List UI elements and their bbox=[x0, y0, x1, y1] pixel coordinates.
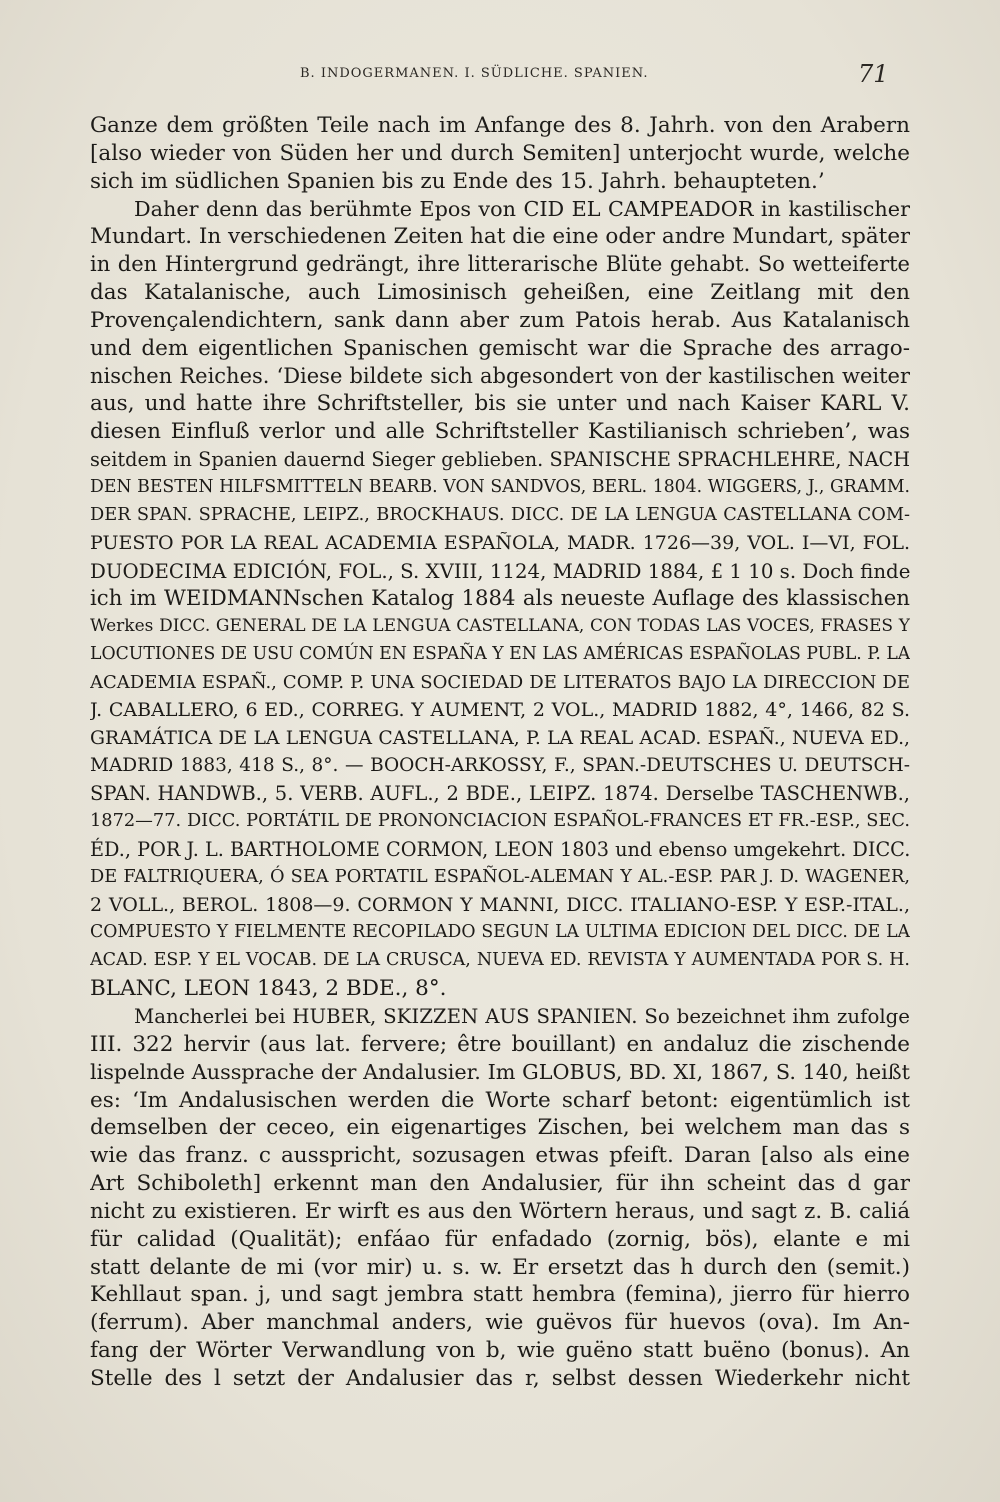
body-text bbox=[90, 112, 910, 1393]
text-line: BLANC, LEON 1843, 2 BDE., 8°. bbox=[90, 976, 447, 1002]
text-line: Mancherlei bei HUBER, SKIZZEN AUS SPANIEN. So bezeichnet ihm zufolge bbox=[134, 1005, 910, 1028]
text-line: seitdem in Spanien dauernd Sieger geblieben. SPANISCHE SPRACHLEHRE, NACH bbox=[90, 448, 910, 472]
text-line: Art Schiboleth] erkennt man den Andalusier, für ihn scheint das d gar bbox=[90, 1171, 910, 1197]
text-line: Mundart. In verschiedenen Zeiten hat die eine oder andre Mundart, später bbox=[90, 224, 910, 250]
text-line: 1872—77. DICC. PORTÁTIL DE PRONONCIACION ESPAÑOL-FRANCES ET FR.-ESP., SEC. bbox=[90, 811, 910, 832]
text-line: statt delante de mi (vor mir) u. s. w. Er ersetzt das h durch den (semit.) bbox=[90, 1254, 910, 1280]
text-line: sich im südlichen Spanien bis zu Ende des 15. Jahrh. behaupteten.’ bbox=[90, 168, 825, 194]
text-line: SPAN. HANDWB., 5. VERB. AUFL., 2 BDE., LEIPZ. 1874. Derselbe TASCHENWB., bbox=[90, 782, 910, 806]
text-line: diesen Einfluß verlor und alle Schriftsteller Kastilianisch schrieben’, was bbox=[90, 419, 910, 445]
text-line: DER SPAN. SPRACHE, LEIPZ., BROCKHAUS. DICC. DE LA LENGUA CASTELLANA COM- bbox=[90, 504, 910, 525]
text-line: [also wieder von Süden her und durch Semiten] unterjocht wurde, welche bbox=[90, 140, 910, 166]
text-line: J. CABALLERO, 6 ED., CORREG. Y AUMENT, 2 VOL., MADRID 1882, 4°, 1466, 82 S. bbox=[90, 698, 910, 721]
text-line: Werkes DICC. GENERAL DE LA LENGUA CASTELLANA, CON TODAS LAS VOCES, FRASES Y bbox=[90, 616, 910, 637]
text-line: und dem eigentlichen Spanischen gemischt war die Sprache des arrago- bbox=[90, 335, 910, 361]
page-number: 71 bbox=[858, 60, 889, 88]
text-line: nischen Reiches. ‘Diese bildete sich abgesondert von der kastilischen weiter bbox=[90, 363, 910, 388]
text-line: für calidad (Qualität); enfáao für enfadado (zornig, bös), elante e mi bbox=[90, 1226, 910, 1252]
text-line: DE FALTRIQUERA, Ó SEA PORTATIL ESPAÑOL-ALEMAN Y AL.-ESP. PAR J. D. WAGENER, bbox=[90, 866, 910, 887]
text-line: (ferrum). Aber manchmal anders, wie guëvos für huevos (ova). Im An- bbox=[90, 1310, 910, 1336]
text-line: LOCUTIONES DE USU COMÚN EN ESPAÑA Y EN LAS AMÉRICAS ESPAÑOLAS PUBL. P. LA bbox=[90, 644, 910, 665]
text-line: MADRID 1883, 418 S., 8°. — BOOCH-ARKOSSY, F., SPAN.-DEUTSCHES U. DEUTSCH- bbox=[90, 755, 910, 777]
text-line: wie das franz. c ausspricht, sozusagen etwas pfeift. Daran [also als eine bbox=[90, 1143, 910, 1169]
text-line: ÉD., POR J. L. BARTHOLOME CORMON, LEON 1803 und ebenso umgekehrt. DICC. bbox=[90, 837, 910, 861]
text-line: GRAMÁTICA DE LA LENGUA CASTELLANA, P. LA REAL ACAD. ESPAÑ., NUEVA ED., bbox=[90, 727, 910, 749]
text-line: demselben der ceceo, ein eigenartiges Zischen, bei welchem man das s bbox=[90, 1115, 910, 1141]
text-line: ACAD. ESP. Y EL VOCAB. DE LA CRUSCA, NUEVA ED. REVISTA Y AUMENTADA POR S. H. bbox=[90, 950, 910, 971]
text-line: nicht zu existieren. Er wirft es aus den Wörtern heraus, und sagt z. B. caliá bbox=[90, 1198, 910, 1224]
text-line: Stelle des l setzt der Andalusier das r, selbst dessen Wiederkehr nicht bbox=[90, 1365, 910, 1391]
text-line: fang der Wörter Verwandlung von b, wie guëno statt buëno (bonus). An bbox=[90, 1338, 910, 1364]
text-line: PUESTO POR LA REAL ACADEMIA ESPAÑOLA, MADR. 1726—39, VOL. I—VI, FOL. bbox=[90, 531, 910, 554]
text-line: DEN BESTEN HILFSMITTELN BEARB. VON SANDVOS, BERL. 1804. WIGGERS, J., GRAMM. bbox=[90, 476, 910, 497]
text-line: Daher denn das berühmte Epos von CID EL CAMPEADOR in kastilischer bbox=[134, 196, 910, 221]
text-line: III. 322 hervir (aus lat. fervere; être bouillant) en andaluz die zischende bbox=[90, 1031, 910, 1057]
text-line: Provençalendichtern, sank dann aber zum Patois herab. Aus Katalanisch bbox=[90, 307, 910, 333]
text-line: Ganze dem größten Teile nach im Anfange des 8. Jahrh. von den Arabern bbox=[90, 113, 910, 138]
text-line: COMPUESTO Y FIELMENTE RECOPILADO SEGUN LA ULTIMA EDICION DEL DICC. DE LA bbox=[90, 922, 910, 943]
text-line: 2 VOLL., BEROL. 1808—9. CORMON Y MANNI, DICC. ITALIANO-ESP. Y ESP.-ITAL., bbox=[90, 893, 910, 916]
text-line: es: ‘Im Andalusischen werden die Worte scharf betont: eigentümlich ist bbox=[90, 1087, 910, 1113]
text-line: in den Hintergrund gedrängt, ihre litterarische Blüte gehabt. So wetteiferte bbox=[90, 252, 910, 277]
text-line: Kehllaut span. j, und sagt jembra statt hembra (femina), jierro für hierro bbox=[90, 1282, 910, 1308]
text-line: aus, und hatte ihre Schriftsteller, bis sie unter und nach Kaiser KARL V. bbox=[90, 391, 910, 417]
text-line: ACADEMIA ESPAÑ., COMP. P. UNA SOCIEDAD DE LITERATOS BAJO LA DIRECCION DE bbox=[90, 671, 910, 693]
text-line: lispelnde Aussprache der Andalusier. Im GLOBUS, BD. XI, 1867, S. 140, heißt bbox=[90, 1059, 910, 1084]
text-line: DUODECIMA EDICIÓN, FOL., S. XVIII, 1124, MADRID 1884, £ 1 10 s. Doch finde bbox=[90, 559, 910, 583]
text-line: ich im WEIDMANNschen Katalog 1884 als neueste Auflage des klassischen bbox=[90, 586, 910, 612]
text-line: das Katalanische, auch Limosinisch geheißen, eine Zeitlang mit den bbox=[90, 280, 910, 306]
running-head: B. INDOGERMANEN. I. SÜDLICHE. SPANIEN. bbox=[300, 66, 649, 81]
